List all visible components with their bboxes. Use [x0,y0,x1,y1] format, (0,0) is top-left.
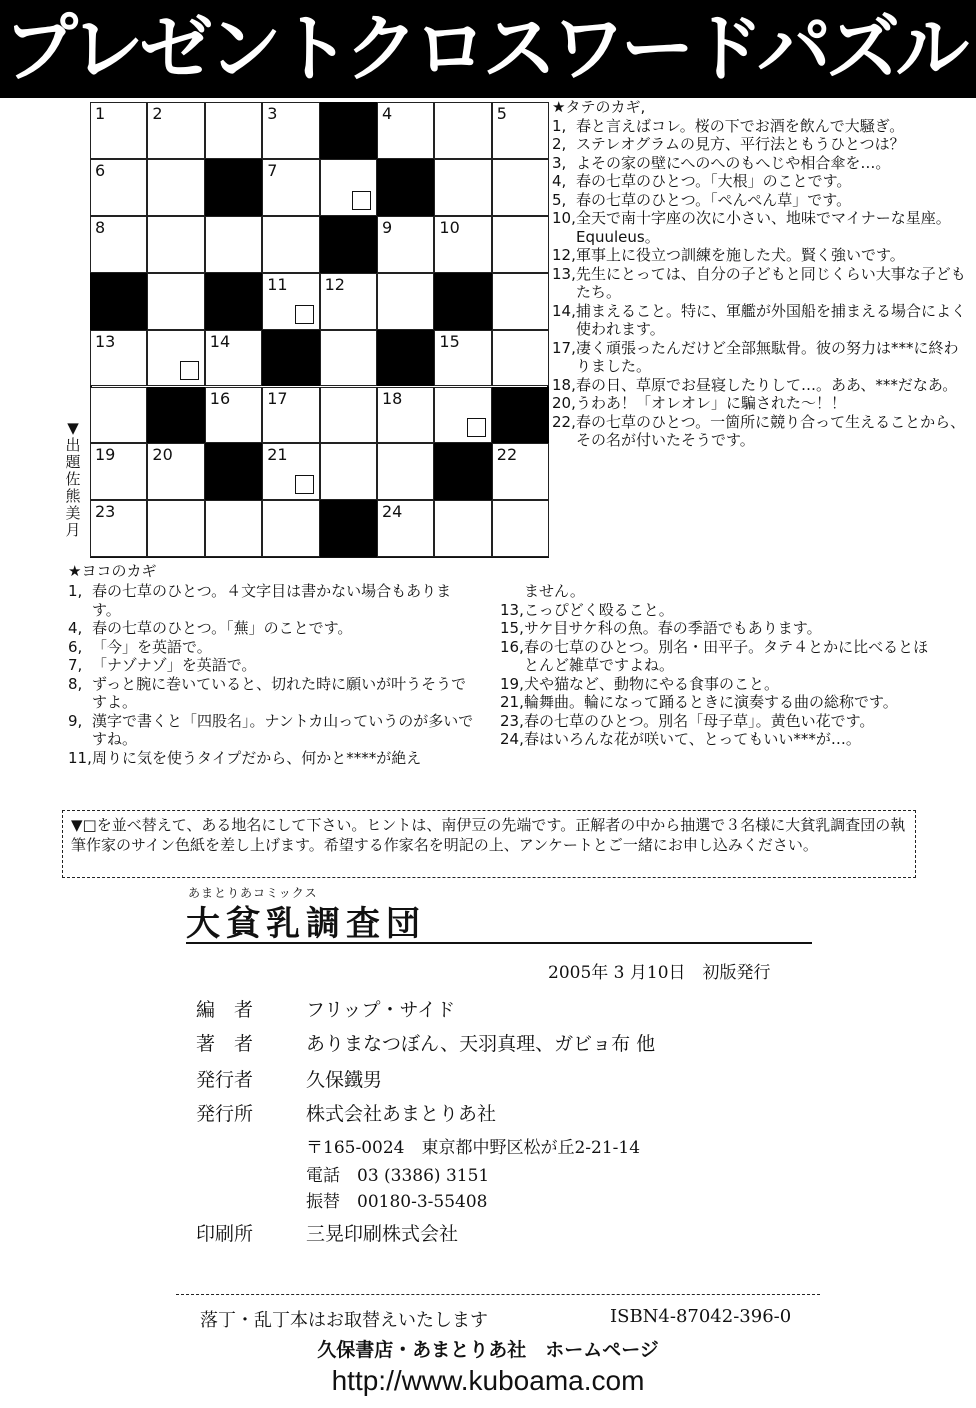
clue-number: 13, [500,600,524,619]
clue-text: 春の七草のひとつ。一箇所に競り合って生えることから、その名が付いたそうです。 [576,412,966,449]
grid-cell[interactable] [90,159,147,216]
clue-number: 18, [552,375,576,394]
cell-number: 3 [267,104,278,123]
clue-number: 6, [68,637,83,656]
grid-cell[interactable] [434,330,491,387]
grid-cell[interactable] [262,159,319,216]
clue-item [68,638,476,657]
grid-cell[interactable] [147,159,204,216]
grid-cell-black [377,330,434,387]
clue-number: 10, [552,209,576,227]
cell-number: 12 [324,274,345,294]
clue-text: こっぴどく殴ること。 [524,600,674,619]
cell-number: 8 [95,217,106,237]
grid-cell[interactable] [320,159,377,216]
cell-number: 19 [95,445,116,465]
grid-cell[interactable] [434,387,491,444]
grid-cell[interactable] [434,159,491,216]
clue-item [500,693,940,712]
clue-number: 22, [552,412,576,431]
down-clues-heading: ★タテのカギ, [552,98,646,116]
cell-number: 5 [496,104,507,123]
clue-item [500,619,940,638]
series-name: あまとりあコミックス [188,886,318,900]
answer-box-marker [352,191,371,210]
address-value: 〒165-0024 東京都中野区松が丘2-21-14 [306,1138,641,1158]
clue-text: 「今」を英語で。 [92,637,212,656]
clue-number: 3, [552,153,567,172]
prize-notice: ▼□を並べ替えて、ある地名にして下さい。ヒントは、南伊豆の先端です。正解者の中から抽選で３名様に大貧乳調査団の執筆作家のサイン色紙を差し上げます。希望する作家名を明記の上、アンケートとご一緒にお申し込みください。 [62,810,916,878]
cell-number: 1 [95,104,106,123]
clue-number [500,582,524,601]
grid-cell[interactable] [434,500,491,557]
cell-number: 14 [209,331,231,351]
grid-cell[interactable] [147,500,204,557]
clue-item [552,117,972,136]
clue-item [500,582,940,601]
clue-item [500,712,940,731]
clue-number: 15, [500,619,524,637]
clue-text: 漢字で書くと「四股名」。ナントカ山っていうのが多いですね。 [92,711,474,748]
clue-item [68,675,476,712]
grid-cell[interactable] [377,273,434,330]
clue-item [552,172,972,191]
clue-item [500,601,940,620]
isbn: ISBN4-87042-396-0 [610,1306,792,1327]
cell-number: 6 [95,160,106,180]
grid-cell[interactable] [320,330,377,387]
grid-cell[interactable] [90,330,147,387]
clue-text: ません。 [524,582,585,600]
clue-number: 7, [68,656,83,674]
clue-text: 春の七草のひとつ。４文字目は書かない場合もあります。 [92,582,452,619]
cell-number: 16 [209,388,231,408]
down-clues [552,98,972,450]
cell-number: 18 [382,388,403,408]
clue-item [552,302,972,339]
clue-item [552,209,972,246]
grid-cell-black [320,500,377,557]
editor-label: 編 者 [196,999,254,1021]
clue-number: 20, [552,394,576,412]
grid-cell[interactable] [147,273,204,330]
clue-text: 「ナゾナゾ」を英語で。 [92,656,257,674]
grid-cell[interactable] [377,102,434,159]
clue-text: 周りに気を使うタイプだから、何かと****が絶え [92,748,422,767]
answer-box-marker [295,475,314,494]
clue-item [500,638,940,675]
clue-text: 春の七草のひとつ。「ぺんぺん草」です。 [576,190,852,209]
clue-number: 8, [68,674,83,693]
cell-number: 13 [95,331,116,351]
grid-cell-black [434,273,491,330]
grid-cell[interactable] [262,387,319,444]
grid-cell[interactable] [205,102,262,159]
clue-item [552,376,972,395]
cell-number: 22 [496,445,518,465]
cell-number: 21 [267,445,288,465]
clue-number: 1, [552,116,567,135]
cell-number: 9 [382,217,393,237]
printer-label: 印刷所 [196,1223,254,1245]
clue-number: 14, [552,301,576,320]
clue-number: 11, [68,748,92,767]
grid-cell[interactable] [147,330,204,387]
cell-number: 23 [95,502,116,522]
cell-number: 24 [382,502,403,522]
grid-cell[interactable] [147,216,204,273]
editor-value: フリップ・サイド [306,999,456,1021]
grid-cell-black [377,159,434,216]
house-value: 株式会社あまとりあ社 [306,1103,497,1125]
authors-label: 著 者 [196,1033,254,1055]
grid-cell[interactable] [377,216,434,273]
clue-text: 春の七草のひとつ。別名・田平子。タテ４とかに比べるとほとんど雑草ですよね。 [524,637,929,674]
clue-number: 16, [500,637,524,656]
grid-cell[interactable] [434,102,491,159]
grid-cell[interactable] [205,387,262,444]
book-title: 大貧乳調査団 [186,904,426,944]
clue-number: 4, [68,619,83,637]
puzzle-setter: ▼出題 佐熊美月 [65,419,81,539]
phone-value: 電話 03 (3386) 3151 [306,1166,490,1186]
clue-text: 凄く頑張ったんだけど全部無駄骨。彼の努力は***に終わりました。 [576,338,959,375]
grid-cell-black [262,330,319,387]
clue-number: 2, [552,135,567,153]
grid-cell[interactable] [262,443,319,500]
clue-item [552,246,972,265]
grid-cell[interactable] [492,330,549,387]
grid-cell[interactable] [147,102,204,159]
clue-item [552,394,972,413]
house-label: 発行所 [196,1103,254,1125]
clue-text: 全天で南十字座の次に小さい、地味でマイナーな星座。Equuleus。 [576,209,951,246]
page-title: プレゼントクロスワードパズル [0,0,976,98]
grid-cell-black [205,443,262,500]
clue-item [552,135,972,154]
clue-number: 9, [68,711,83,730]
across-clues-heading: ★ヨコのカギ [68,562,157,580]
grid-cell[interactable] [262,500,319,557]
clue-text: 捕まえること。特に、軍艦が外国船を捕まえる場合によく使われます。 [576,301,967,338]
grid-cell-black [205,273,262,330]
crossword-grid [90,102,549,558]
grid-cell-black [434,443,491,500]
grid-cell[interactable] [492,102,549,159]
grid-cell[interactable] [90,500,147,557]
clue-number: 1, [68,582,83,600]
clue-text: 春の七草のひとつ。「蕪」のことです。 [92,619,353,637]
clue-number: 23, [500,711,524,730]
clue-text: 春の日、草原でお昼寝したりして…。ああ、***だなあ。 [576,375,958,394]
printer-value: 三晃印刷株式会社 [306,1223,459,1245]
grid-cell[interactable] [434,216,491,273]
clue-number: 24, [500,730,524,748]
clue-text: サケ目サケ科の魚。春の季語でもあります。 [524,619,822,637]
answer-box-marker [295,305,314,324]
answer-box-marker [467,418,486,437]
grid-cell[interactable] [90,216,147,273]
clue-text: よその家の壁にへのへのもへじや相合傘を…。 [576,153,891,172]
grid-cell[interactable] [492,159,549,216]
grid-cell-black [90,273,147,330]
grid-cell[interactable] [492,216,549,273]
footer-rule [176,1294,820,1295]
grid-cell[interactable] [320,387,377,444]
grid-cell-black [492,387,549,444]
clue-text: 犬や猫など、動物にやる食事のこと。 [524,674,780,693]
clue-text: 春はいろんな花が咲いて、とってもいい***が…。 [524,730,861,748]
answer-box-marker [180,361,199,380]
grid-cell[interactable] [492,500,549,557]
authors-value: ありまなつぼん、天羽真理、ガビョ布 他 [306,1033,656,1055]
clue-item [552,339,972,376]
clue-number: 12, [552,246,576,264]
grid-cell[interactable] [492,273,549,330]
cell-number: 10 [439,217,460,237]
grid-cell[interactable] [492,443,549,500]
cell-number: 4 [382,104,393,123]
grid-cell[interactable] [90,102,147,159]
clue-number: 17, [552,338,576,357]
edition-date: 2005年 3 月10日 初版発行 [548,963,771,983]
clue-item [68,712,476,749]
cell-number: 7 [267,160,278,180]
clue-item [552,265,972,302]
grid-cell[interactable] [320,443,377,500]
clue-item [500,730,940,749]
clue-item [68,582,476,619]
grid-cell[interactable] [262,216,319,273]
clue-number: 5, [552,190,567,209]
grid-cell[interactable] [262,102,319,159]
clue-item [68,656,476,675]
clue-item [552,154,972,173]
clue-number: 21, [500,693,524,711]
homepage-label: 久保書店・あまとりあ社 ホームページ [317,1339,659,1361]
grid-cell[interactable] [205,330,262,387]
homepage-url: http://www.kuboama.com [331,1365,645,1396]
grid-cell-black [320,102,377,159]
grid-cell[interactable] [320,273,377,330]
clue-text: うわあ！「オレオレ」に騙された～！！ [576,394,847,412]
cell-number: 2 [152,104,163,123]
across-clues [68,562,968,767]
replacement-notice: 落丁・乱丁本はお取替えいたします [200,1310,488,1331]
clue-number: 4, [552,172,567,190]
cell-number: 15 [439,331,460,351]
clue-text: 先生にとっては、自分の子どもと同じくらい大事な子どもたち。 [576,264,966,301]
clue-text: 軍事上に役立つ訓練を施した犬。賢く強いです。 [576,246,905,264]
clue-item [500,675,940,694]
transfer-value: 振替 00180-3-55408 [306,1192,488,1212]
clue-text: 輪舞曲。輪になって踊るときに演奏する曲の総称です。 [524,693,898,711]
title-rule [186,942,812,944]
clue-item [68,619,476,638]
publisher-value: 久保鐵男 [306,1069,383,1091]
grid-cell[interactable] [377,387,434,444]
clue-item [552,413,972,450]
clue-item [68,749,476,768]
clue-text: ずっと腕に巻いていると、切れた時に願いが叶うそうですよ。 [92,674,467,711]
clue-text: 春の七草のひとつ。別名「母子草」。黄色い花です。 [524,711,875,730]
grid-cell[interactable] [377,500,434,557]
clue-item [552,191,972,210]
grid-cell-black [147,387,204,444]
cell-number: 17 [267,388,288,408]
grid-cell[interactable] [377,443,434,500]
clue-text: 春と言えばコレ。桜の下でお酒を飲んで大騒ぎ。 [576,116,905,135]
grid-cell[interactable] [205,500,262,557]
grid-cell-black [320,216,377,273]
grid-cell[interactable] [262,273,319,330]
clue-text: 春の七草のひとつ。「大根」のことです。 [576,172,852,190]
grid-cell-black [205,159,262,216]
grid-cell[interactable] [90,387,147,444]
publisher-label: 発行者 [196,1069,254,1091]
cell-number: 20 [152,445,173,465]
grid-cell[interactable] [90,443,147,500]
clue-number: 13, [552,264,576,283]
clue-number: 19, [500,674,524,693]
cell-number: 11 [267,274,288,294]
clue-text: ステレオグラムの見方、平行法ともうひとつは？ [576,135,905,153]
grid-cell[interactable] [205,216,262,273]
grid-cell[interactable] [147,443,204,500]
